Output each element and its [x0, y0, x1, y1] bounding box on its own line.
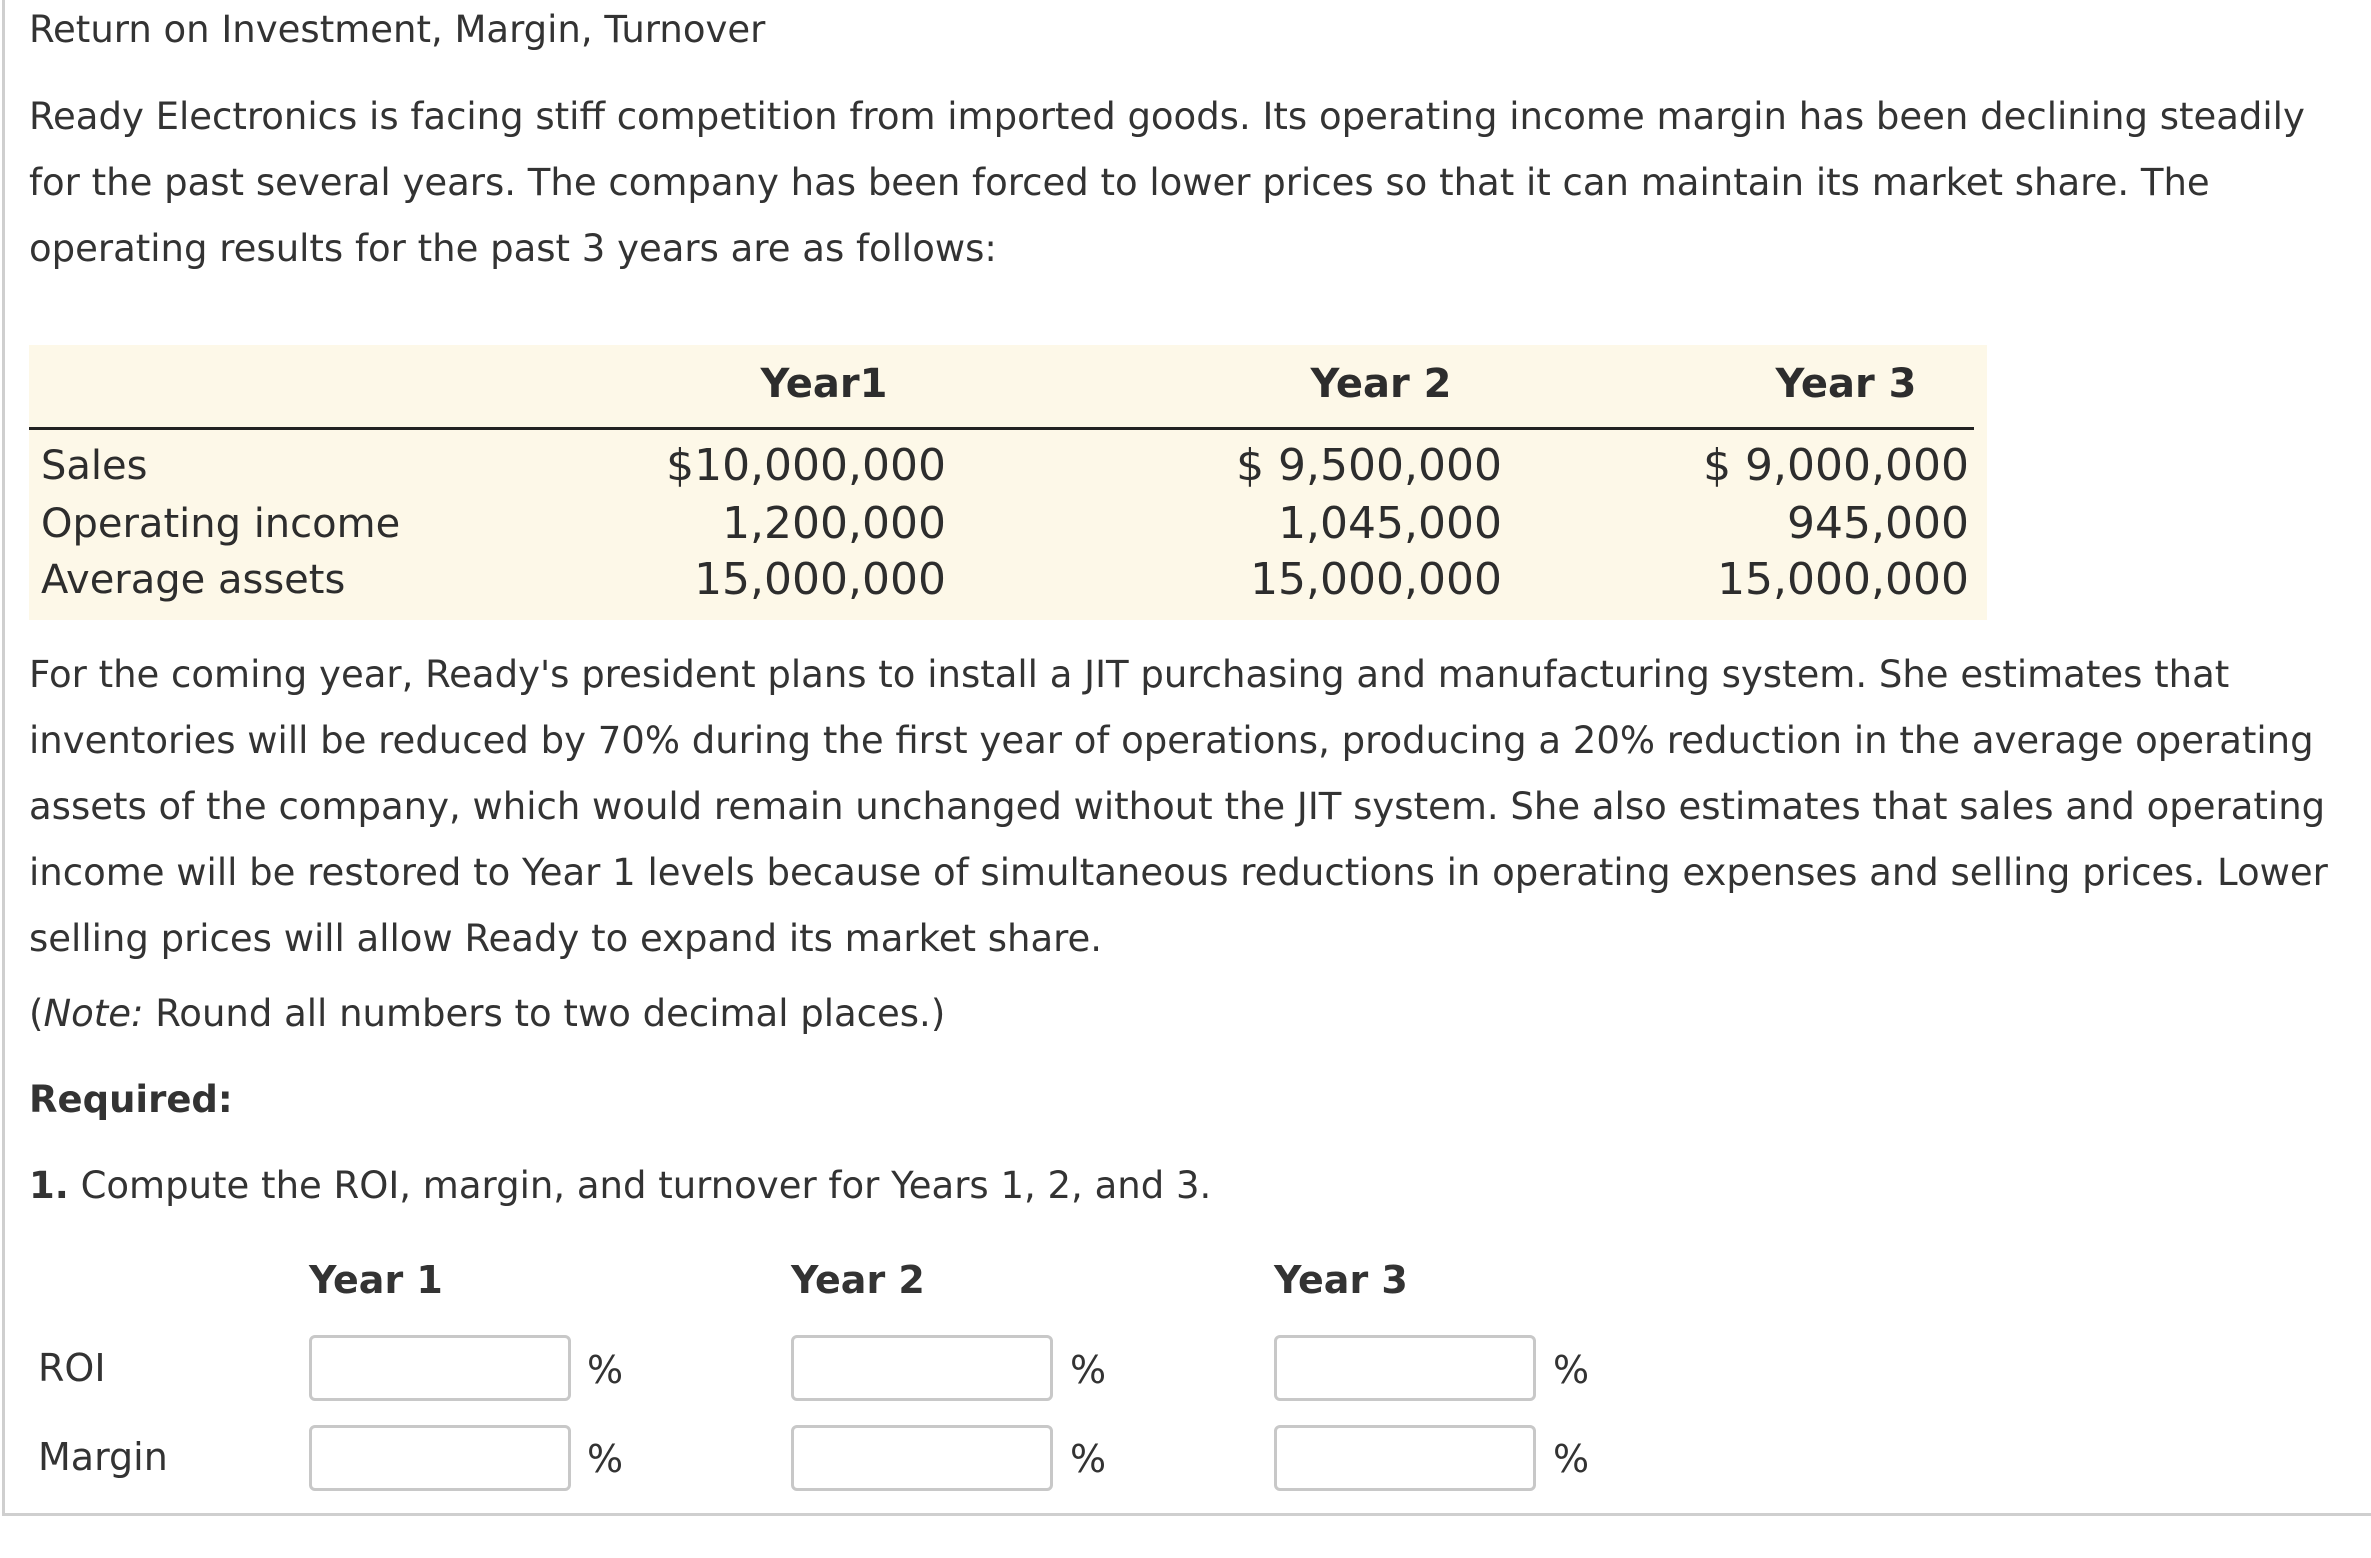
required-heading: Required: — [29, 1078, 233, 1121]
answer-col-year2: Year 2 — [791, 1258, 925, 1302]
table-cell: $10,000,000 — [666, 440, 946, 491]
followup-paragraph: For the coming year, Ready's president plans to install a JIT purchasing and manufacturing system. She estimates that inventories will be reduced by 70% during the first year of operations, producing a 20% reduction in the average operating assets of the company, which would remain unchanged without the JIT system. She also estimates that sales and operating income will be restored to Year 1 levels because of simultaneous reductions in operating expenses and selling prices. Lower selling prices will allow Ready to expand its market share. — [29, 653, 2328, 960]
answer-row-label-roi: ROI — [38, 1346, 106, 1390]
table-cell: 945,000 — [1787, 498, 1969, 549]
task-number: 1. — [29, 1164, 69, 1207]
percent-sign: % — [587, 1348, 624, 1392]
answer-col-year1: Year 1 — [309, 1258, 443, 1302]
table-cell: 15,000,000 — [1250, 554, 1502, 605]
table-cell: 1,200,000 — [722, 498, 946, 549]
table-cell: $ 9,500,000 — [1236, 440, 1502, 491]
intro-paragraph: Ready Electronics is facing stiff competition from imported goods. Its operating income margin has been declining steadily for the past several years. The company has been forced to lower prices so that it can maintain its market share. The operating results for the past 3 years are as follows: — [29, 95, 2305, 270]
row-label-average-assets: Average assets — [41, 557, 346, 603]
table-cell: 1,045,000 — [1278, 498, 1502, 549]
percent-sign: % — [1070, 1348, 1107, 1392]
margin-year1-input[interactable] — [309, 1425, 571, 1491]
answer-row-label-margin: Margin — [38, 1435, 168, 1479]
table-header-rule — [29, 427, 1974, 430]
roi-year3-input[interactable] — [1274, 1335, 1536, 1401]
percent-sign: % — [587, 1437, 624, 1481]
table-header-year3: Year 3 — [1775, 361, 1917, 407]
note-label: Note: — [43, 992, 144, 1035]
roi-year1-input[interactable] — [309, 1335, 571, 1401]
row-label-sales: Sales — [41, 443, 148, 489]
margin-year2-input[interactable] — [791, 1425, 1053, 1491]
percent-sign: % — [1070, 1437, 1107, 1481]
task-text: Compute the ROI, margin, and turnover for Years 1, 2, and 3. — [80, 1164, 1212, 1207]
rounding-note: (Note: Round all numbers to two decimal places.) — [29, 992, 946, 1035]
answer-col-year3: Year 3 — [1274, 1258, 1408, 1302]
table-cell: 15,000,000 — [694, 554, 946, 605]
task-1 — [29, 1164, 1211, 1207]
operating-results-table — [29, 345, 1987, 620]
percent-sign: % — [1553, 1437, 1590, 1481]
table-header-year2: Year 2 — [1310, 361, 1452, 407]
table-header-year1: Year1 — [760, 361, 888, 407]
percent-sign: % — [1553, 1348, 1590, 1392]
margin-year3-input[interactable] — [1274, 1425, 1536, 1491]
table-cell: $ 9,000,000 — [1703, 440, 1969, 491]
table-cell: 15,000,000 — [1717, 554, 1969, 605]
roi-year2-input[interactable] — [791, 1335, 1053, 1401]
page-title: Return on Investment, Margin, Turnover — [29, 8, 766, 51]
row-label-operating-income: Operating income — [41, 501, 401, 547]
